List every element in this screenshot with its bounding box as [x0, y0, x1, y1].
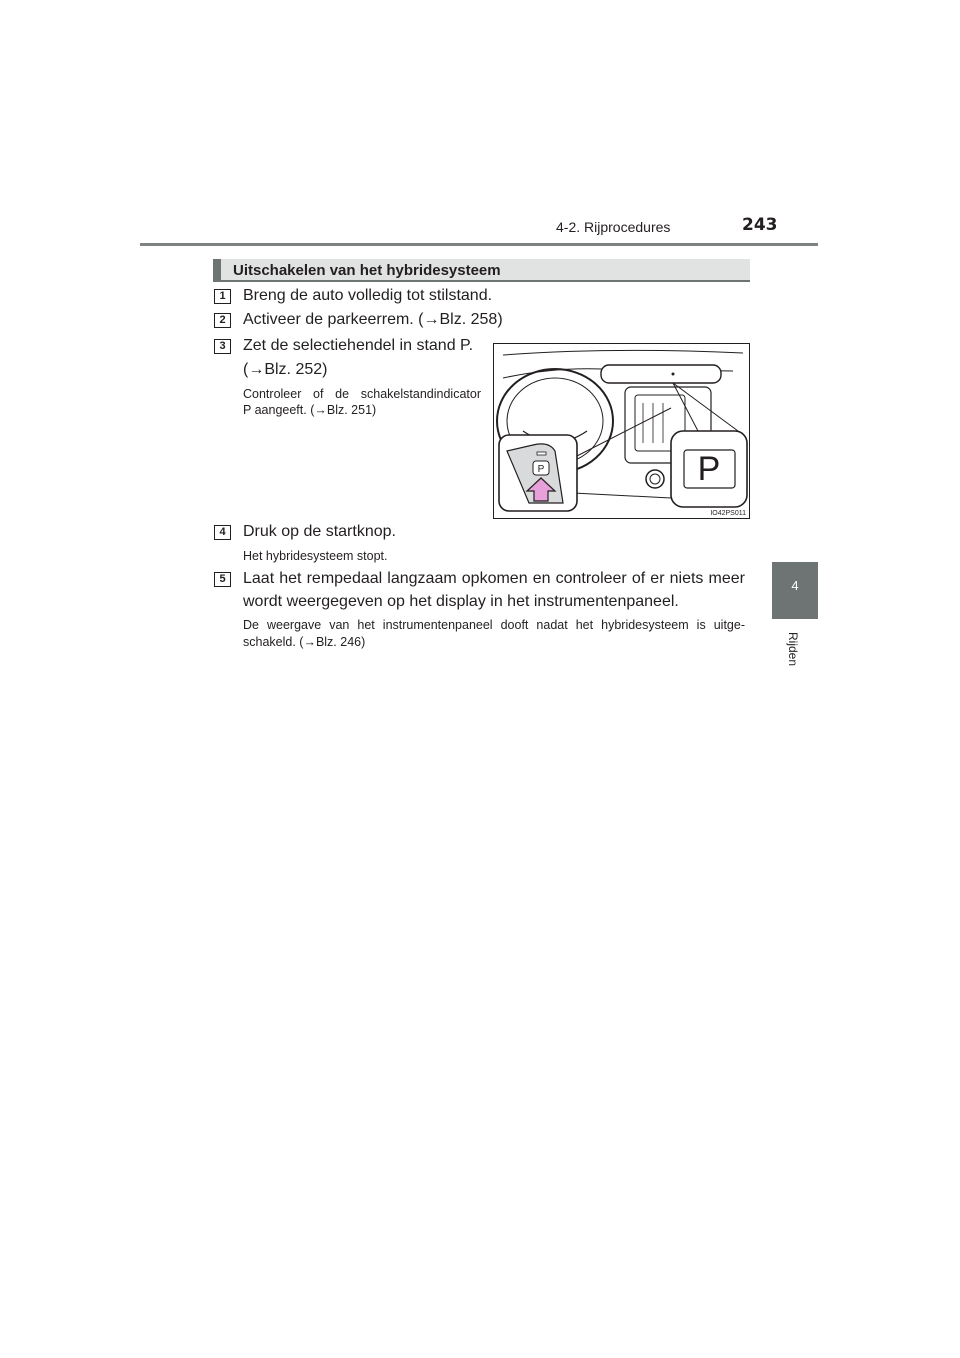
header-rule [140, 243, 818, 246]
step-5-note-line2: schakeld. (→Blz. 246) [243, 635, 366, 649]
shift-position-indicator-p: P [697, 450, 721, 488]
shift-lever-illustration [493, 343, 750, 519]
figure-code: IO42PS011 [710, 510, 746, 517]
step-4-note: Het hybridesysteem stopt. [243, 549, 388, 563]
step-5-text-line1: Laat het rempedaal langzaam opkomen en controleer of er niets meer [243, 570, 745, 587]
step-number-2: 2 [214, 313, 231, 328]
step-3-note-line2: P aangeeft. (→Blz. 251) [243, 403, 377, 417]
step-number-5: 5 [214, 572, 231, 587]
chapter-number: 4 [791, 578, 799, 593]
step-2-text: Activeer de parkeerrem. (→Blz. 258) [243, 311, 503, 328]
step-number-1: 1 [214, 289, 231, 304]
step-5-text-line2: wordt weergegeven op het display in het instrumentenpaneel. [243, 593, 679, 610]
shift-p-button-label: P [537, 464, 545, 475]
step-3-text-line1: Zet de selectiehendel in stand P. [243, 337, 474, 354]
step-5-note-line1: De weergave van het instrumentenpaneel dooft nadat het hybridesysteem is uitge- [243, 618, 745, 632]
step-number-4: 4 [214, 525, 231, 540]
section-heading-bar [213, 259, 750, 282]
step-3-text-line2: (→Blz. 252) [243, 361, 328, 378]
chapter-title: Rijden [786, 632, 800, 667]
header-section-label: 4-2. Rijprocedures [556, 219, 671, 235]
step-1-text: Breng de auto volledig tot stilstand. [243, 287, 493, 304]
section-title: Uitschakelen van het hybridesysteem [233, 262, 501, 279]
step-number-3: 3 [214, 339, 231, 354]
page-number: 243 [742, 215, 778, 235]
step-3-note-line1: Controleer of de schakelstandindicator [243, 387, 481, 401]
step-4-text: Druk op de startknop. [243, 523, 396, 540]
